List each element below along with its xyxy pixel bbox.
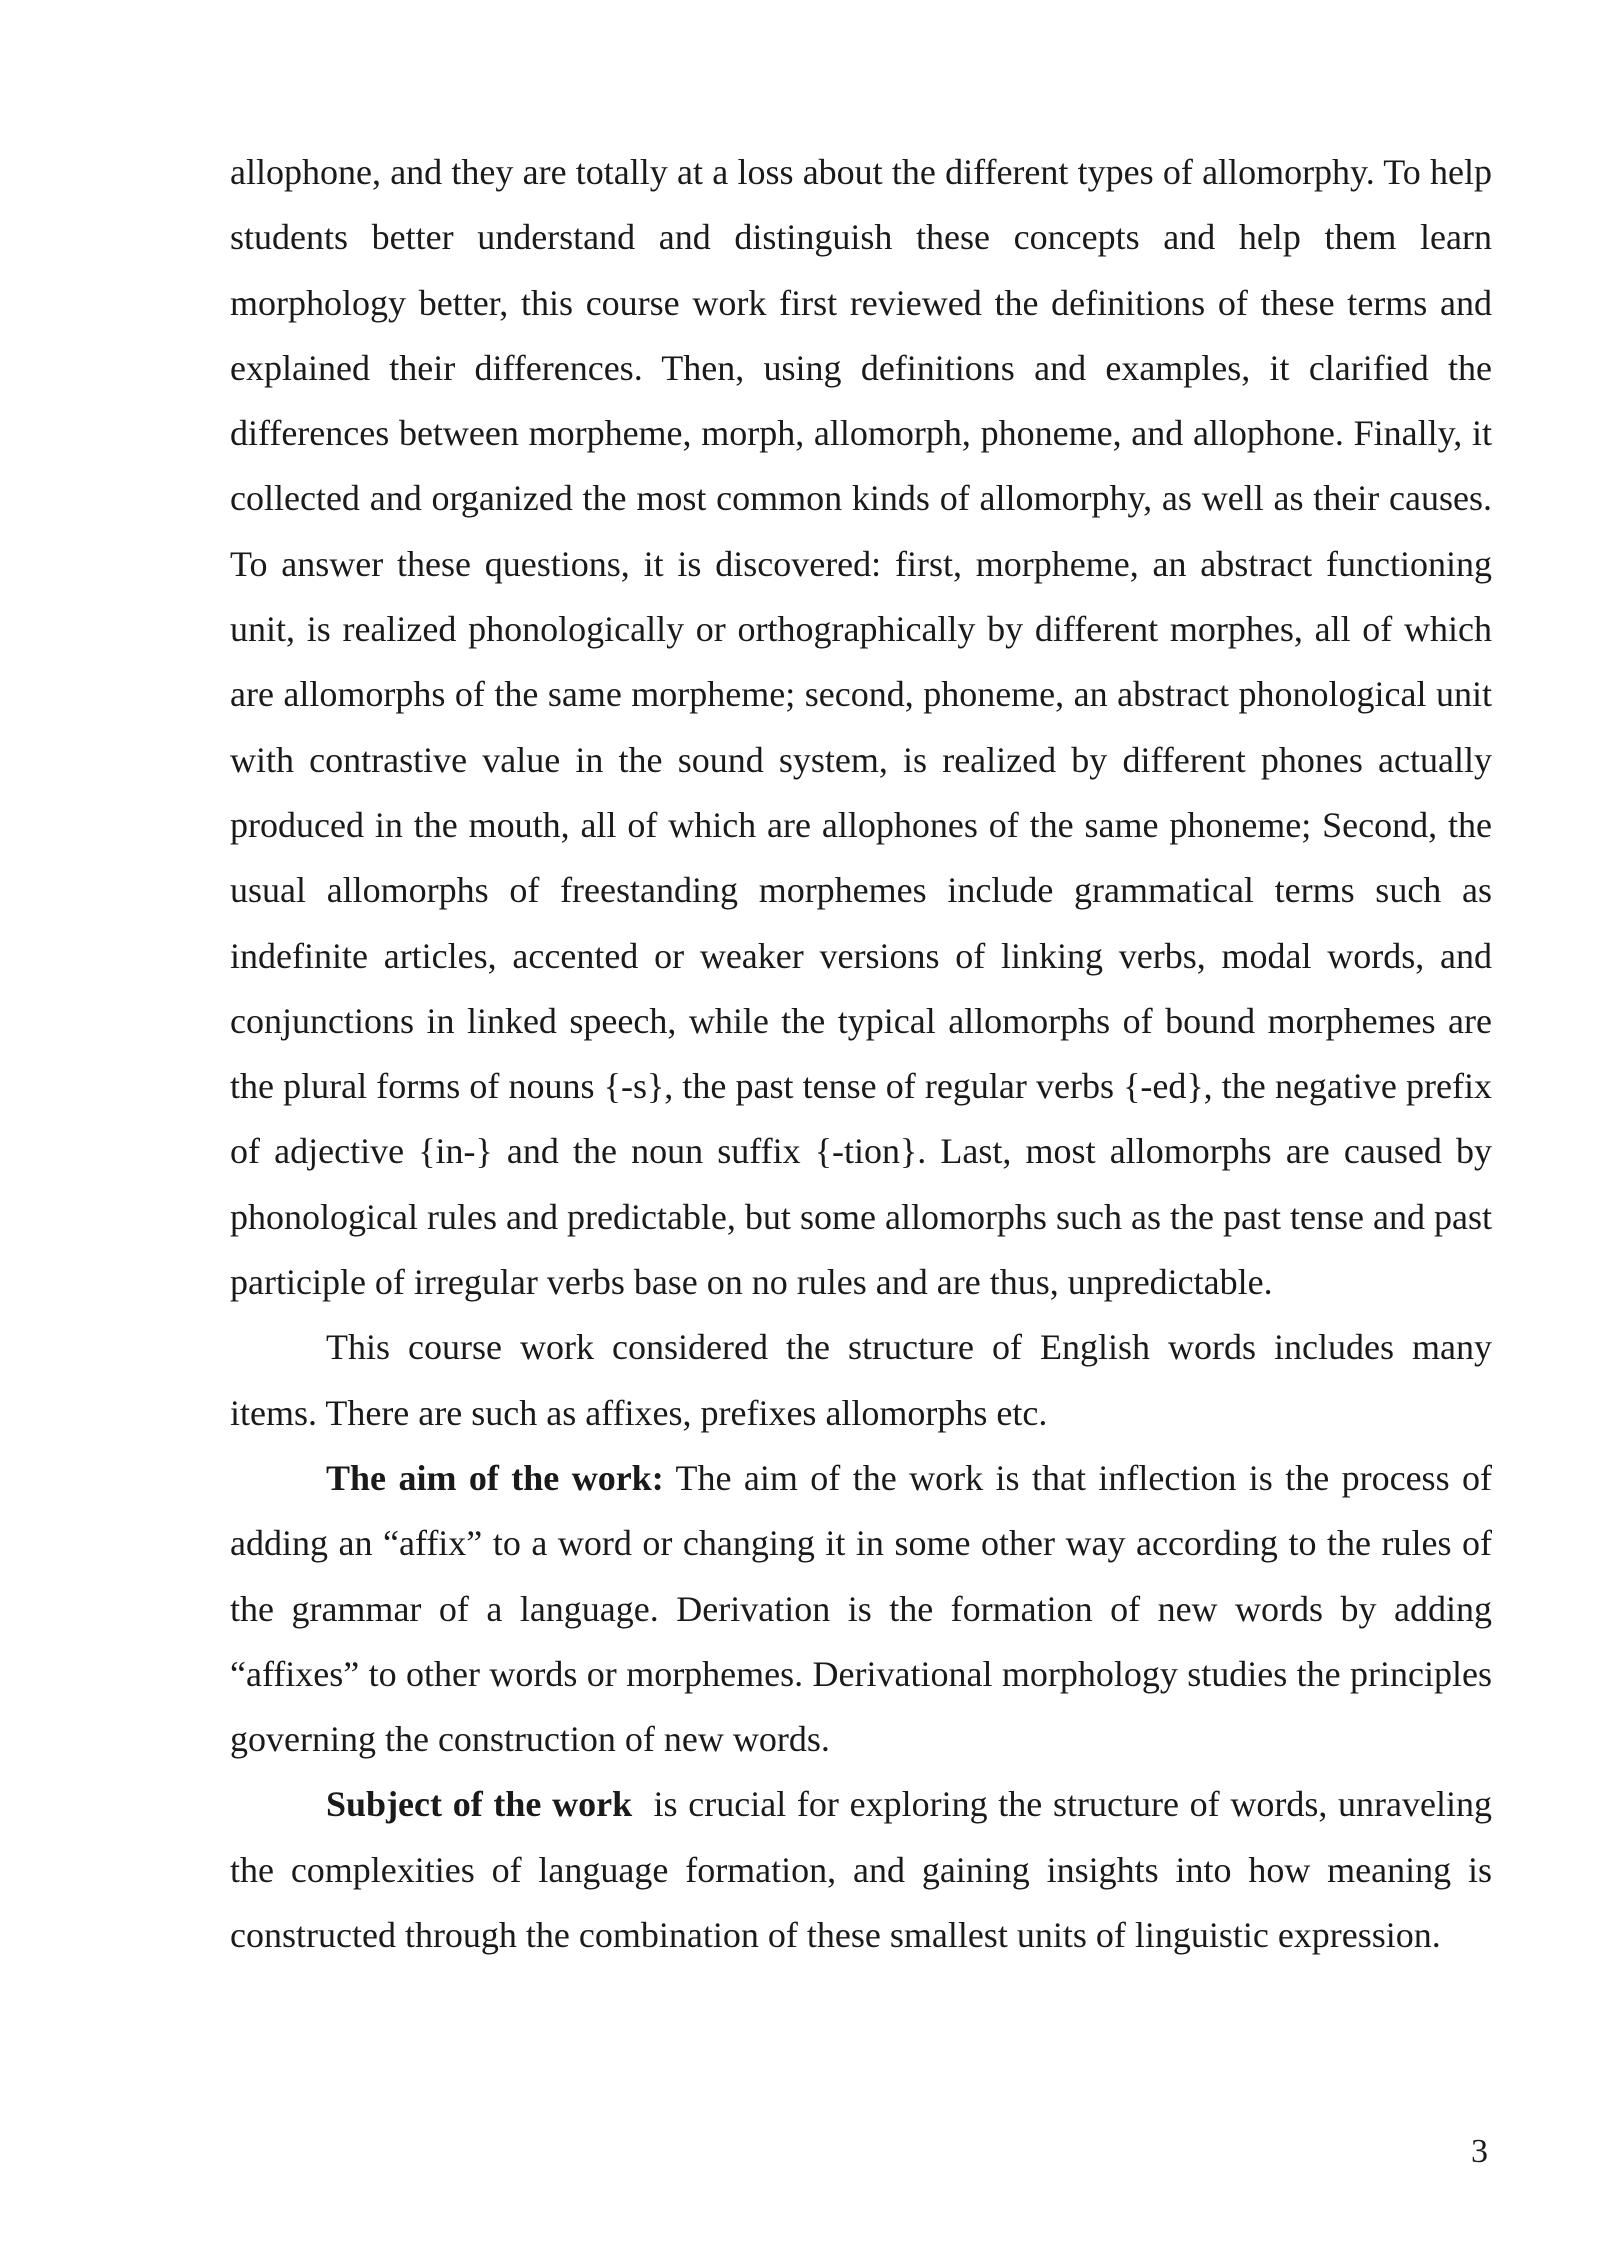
paragraph-aim-of-work [230, 1446, 1492, 1772]
paragraph-allomorphy-summary [230, 140, 1492, 1315]
paragraph-text: The aim of the work is that inflection is the process of adding an “affix” to a word or changing it in some other way according to the rules of the grammar of a language. Derivation is the formation of new words by adding “affixes” to other words or morphemes. Derivational morphology studies the principles governing the construction of new words. [230, 1457, 1492, 1760]
subject-heading: Subject of the work [326, 1784, 633, 1825]
paragraph-subject-of-work [230, 1772, 1502, 1968]
document-page [230, 140, 1502, 1968]
paragraph-course-work-structure [230, 1315, 1492, 1446]
aim-heading: The aim of the work: [326, 1457, 664, 1498]
page-number: 3 [1471, 2133, 1488, 2170]
paragraph-text: is crucial for exploring the structure of words, unraveling the complexities of language formation, and gaining insights into how meaning is constructed through the combination of these smallest units of linguistic expression. [230, 1784, 1502, 1956]
paragraph-text: allophone, and they are totally at a loss about the different types of allomorphy. To help students better understand and distinguish these concepts and help them learn morphology better, this course work first reviewed the definitions of these terms and explained their differences. Then, using definitions and examples, it clarified the differences between morpheme, morph, allomorph, phoneme, and allophone. Finally, it collected and organized the most common kinds of allomorphy, as well as their causes. To answer these questions, it is discovered: first, morpheme, an abstract functioning unit, is realized phonologically or orthographically by different morphes, all of which are allomorphs of the same morpheme; second, phoneme, an abstract phonological unit with contrastive value in the sound system, is realized by different phones actually produced in the mouth, all of which are allophones of the same phoneme; Second, the usual allomorphs of freestanding morphemes include grammatical terms such as indefinite articles, accented or weaker versions of linking verbs, modal words, and conjunctions in linked speech, while the typical allomorphs of bound morphemes are the plural forms of nouns {-s}, the past tense of regular verbs {-ed}, the negative prefix of adjective {in-} and the noun suffix {-tion}. Last, most allomorphs are caused by phonological rules and predictable, but some allomorphs such as the past tense and past participle of irregular verbs base on no rules and are thus, unpredictable. [230, 152, 1492, 1303]
paragraph-text: This course work considered the structure of English words includes many items. There are such as affixes, prefixes allomorphs etc. [230, 1327, 1492, 1433]
